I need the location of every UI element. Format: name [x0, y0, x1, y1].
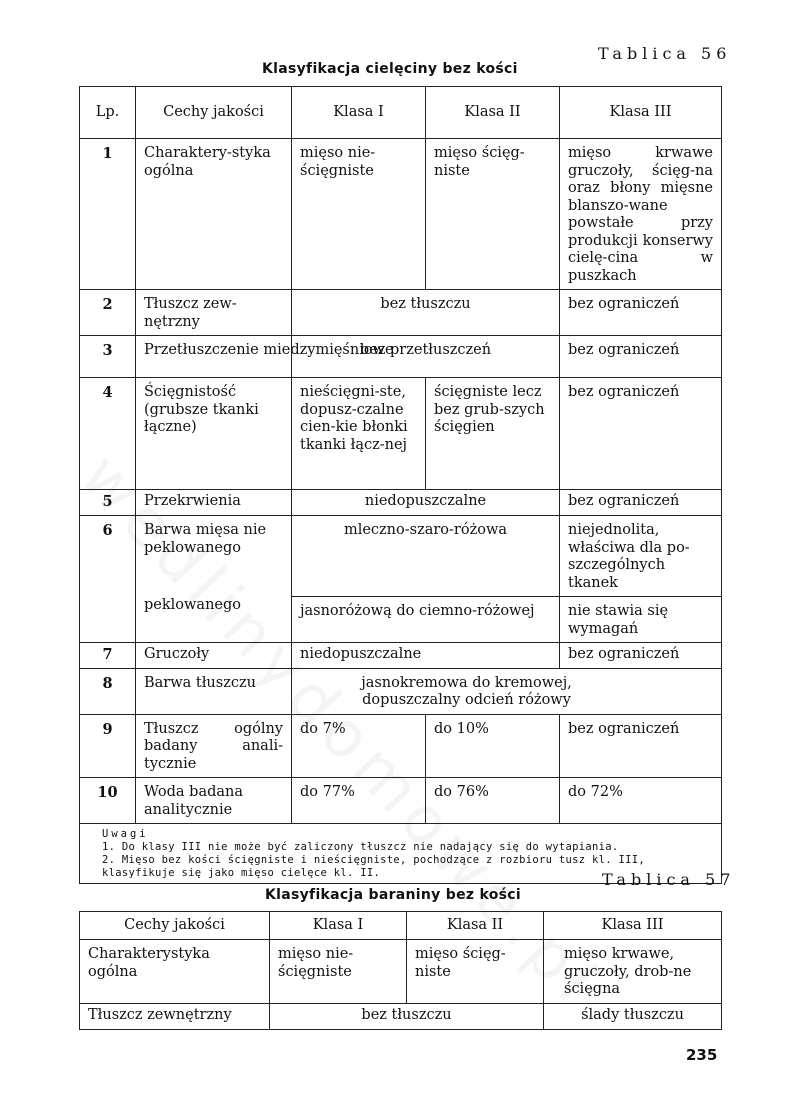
cell-klasa-2: do 10%	[426, 714, 560, 778]
cell-klasa-2: mięso ścięg-niste	[426, 139, 560, 290]
table-row	[80, 668, 722, 714]
header-klasa-1: Klasa I	[270, 912, 407, 940]
cell-klasa-3: mięso krwawe, gruczoły, drob-ne ścięgna	[544, 940, 722, 1004]
page-number: 235	[686, 1046, 718, 1064]
row-cecha-b: peklowanego	[136, 597, 292, 643]
row-lp: 4	[80, 378, 136, 490]
row-lp: 5	[80, 490, 136, 516]
table-row	[80, 490, 722, 516]
header-lp: Lp.	[80, 87, 136, 139]
table-row	[80, 643, 722, 669]
table-56	[79, 86, 722, 884]
notes-title: Uwagi	[102, 828, 149, 840]
cell-klasa-1-2: bez tłuszczu	[270, 1003, 544, 1029]
table-row	[80, 940, 722, 1004]
table-56-label: Tablica 56	[598, 44, 732, 63]
cell-klasa-3: bez ograniczeń	[560, 290, 722, 336]
note-1: 1. Do klasy III nie może być zaliczony tłuszcz nie nadający się do wytapiania.	[102, 841, 619, 853]
row-cecha: Tłuszcz ogólny badany anali-tycznie	[136, 714, 292, 778]
table-row	[80, 139, 722, 290]
row-lp: 7	[80, 643, 136, 669]
row-cecha: Barwa mięsa nie peklowanego	[136, 516, 292, 597]
table-56-title: Klasyfikacja cielęciny bez kości	[262, 61, 518, 77]
table-57-title: Klasyfikacja baraniny bez kości	[265, 887, 521, 903]
cell-klasa-3: mięso krwawe gruczoły, ścięg-na oraz błony mięsne blanszo-wane powstałe przy produkcji konserwy cielę-cina w puszkach	[560, 139, 722, 290]
row-cecha: Tłuszcz zew-nętrzny	[136, 290, 292, 336]
header-klasa-2: Klasa II	[407, 912, 544, 940]
cell-klasa-2: ścięgniste lecz bez grub-szych ścięgien	[426, 378, 560, 490]
row-cecha: Charakterystyka ogólna	[80, 940, 270, 1004]
table-row	[80, 290, 722, 336]
header-cechy: Cechy jakości	[136, 87, 292, 139]
row-cecha: Charaktery-styka ogólna	[136, 139, 292, 290]
table-row	[80, 516, 722, 597]
cell-klasa-3: bez ograniczeń	[560, 490, 722, 516]
row-cecha: Gruczoły	[136, 643, 292, 669]
table-57	[79, 911, 722, 1030]
cell-klasa-3: bez ograniczeń	[560, 714, 722, 778]
header-cechy: Cechy jakości	[80, 912, 270, 940]
cell-klasa-2: do 76%	[426, 778, 560, 824]
row-cecha: Barwa tłuszczu	[136, 668, 292, 714]
note-2a: 2. Mięso bez kości ścięgniste i nieścięgniste, pochodzące z rozbioru tusz kl. III,	[102, 854, 645, 866]
note-2b: klasyfikuje się jako mięso cielęce kl. II.	[102, 867, 381, 879]
row-lp: 2	[80, 290, 136, 336]
cell-klasa-1: do 77%	[292, 778, 426, 824]
cell-klasa-3: bez ograniczeń	[560, 643, 722, 669]
row-lp: 10	[80, 778, 136, 824]
table-row	[80, 1003, 722, 1029]
cell-klasa-3-b: nie stawia się wymagań	[560, 597, 722, 643]
table-row	[80, 336, 722, 378]
cell-klasa-3: bez ograniczeń	[560, 336, 722, 378]
cell-klasa-1-2-3: jasnokremowa do kremowej, dopuszczalny odcień różowy	[292, 668, 722, 714]
table-row	[80, 714, 722, 778]
cell-klasa-3: niejednolita, właściwa dla po-szczególnych tkanek	[560, 516, 722, 597]
cell-klasa-3: bez ograniczeń	[560, 378, 722, 490]
cell-klasa-1: mięso nie-ścięgniste	[292, 139, 426, 290]
row-cecha: Woda badana analitycznie	[136, 778, 292, 824]
cell-klasa-1-2: niedopuszczalne	[292, 490, 560, 516]
row-cecha: Przetłuszczenie miedzymięśniowe	[136, 336, 292, 378]
header-klasa-3: Klasa III	[544, 912, 722, 940]
cell-klasa-3: ślady tłuszczu	[544, 1003, 722, 1029]
row-cecha: Przekrwienia	[136, 490, 292, 516]
table-row	[80, 597, 722, 643]
cell-klasa-1: nieścięgni-ste, dopusz-czalne cien-kie błonki tkanki łącz-nej	[292, 378, 426, 490]
table-57-label: Tablica 57	[602, 870, 736, 889]
cell-klasa-1: do 7%	[292, 714, 426, 778]
cell-klasa-1-2-b: jasnoróżową do ciemno-różowej	[292, 597, 560, 643]
row-cecha: Tłuszcz zewnętrzny	[80, 1003, 270, 1029]
row-cecha: Ścięgnistość (grubsze tkanki łączne)	[136, 378, 292, 490]
row-lp: 6	[80, 516, 136, 643]
header-klasa-1: Klasa I	[292, 87, 426, 139]
cell-klasa-1-2: mleczno-szaro-różowa	[292, 516, 560, 597]
row-lp: 9	[80, 714, 136, 778]
header-klasa-3: Klasa III	[560, 87, 722, 139]
cell-klasa-3: do 72%	[560, 778, 722, 824]
row-lp: 1	[80, 139, 136, 290]
header-klasa-2: Klasa II	[426, 87, 560, 139]
cell-klasa-1-2: niedopuszczalne	[292, 643, 560, 669]
cell-klasa-1-2: bez tłuszczu	[292, 290, 560, 336]
row-lp: 8	[80, 668, 136, 714]
cell-klasa-1: mięso nie-ścięgniste	[270, 940, 407, 1004]
cell-klasa-1-2: bez przetłuszczeń	[292, 336, 560, 378]
table-row	[80, 778, 722, 824]
cell-klasa-2: mięso ścięg-niste	[407, 940, 544, 1004]
table-row	[80, 378, 722, 490]
row-lp: 3	[80, 336, 136, 378]
